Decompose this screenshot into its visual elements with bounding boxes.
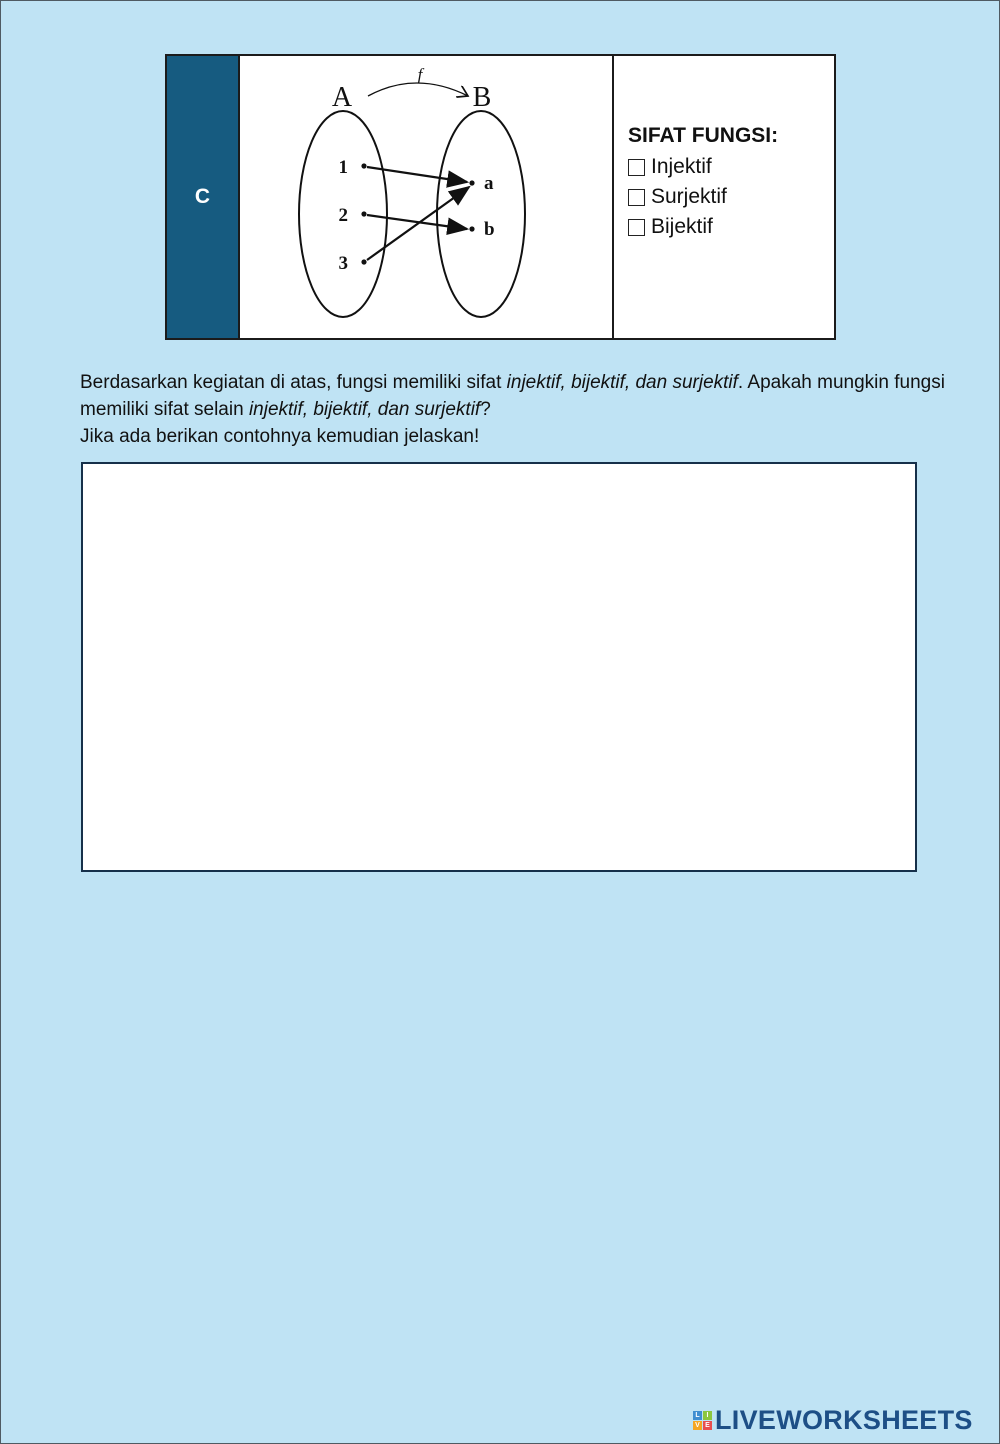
activity-card <box>165 54 836 340</box>
mapping-arrow-3-a <box>367 187 469 260</box>
card-label: C <box>167 56 240 338</box>
option-label: Surjektif <box>651 185 727 208</box>
mapping-arrow-2-b <box>367 215 467 229</box>
question-part: Berdasarkan kegiatan di atas, fungsi memiliki sifat <box>80 372 507 393</box>
function-label: f <box>417 65 423 84</box>
codomain-dot-b <box>469 226 474 231</box>
question-emphasis: injektif, bijektif, dan surjektif <box>506 372 738 393</box>
function-diagram-svg <box>240 56 612 338</box>
logo-mark-cell: L <box>693 1411 702 1420</box>
option-label: Injektif <box>651 155 712 178</box>
logo-mark-cell: V <box>693 1421 702 1430</box>
surjektif-checkbox[interactable] <box>628 189 645 206</box>
set-b-ellipse <box>437 111 525 317</box>
liveworksheets-logo[interactable] <box>693 1405 973 1436</box>
domain-dot-2 <box>361 211 366 216</box>
codomain-dot-a <box>469 180 474 185</box>
domain-label-3: 3 <box>338 253 348 274</box>
codomain-label-b: b <box>484 219 495 240</box>
logo-mark-cell: E <box>703 1421 712 1430</box>
codomain-label-a: a <box>484 173 494 194</box>
option-bijektif[interactable] <box>628 212 834 242</box>
options-title: SIFAT FUNGSI: <box>628 124 779 147</box>
option-injektif[interactable] <box>628 152 834 182</box>
logo-mark-icon <box>693 1411 712 1430</box>
option-label: Bijektif <box>651 215 713 238</box>
set-b-label: B <box>472 82 492 113</box>
option-surjektif[interactable] <box>628 182 834 212</box>
injektif-checkbox[interactable] <box>628 159 645 176</box>
function-diagram <box>240 56 614 338</box>
set-a-label: A <box>331 82 353 113</box>
bijektif-checkbox[interactable] <box>628 219 645 236</box>
domain-dot-3 <box>361 259 366 264</box>
domain-dot-1 <box>361 163 366 168</box>
function-properties <box>614 56 834 338</box>
logo-mark-cell: I <box>703 1411 712 1420</box>
question-part: . Apakah mungkin fungsi memiliki sifat selain <box>80 372 945 420</box>
domain-label-1: 1 <box>338 157 348 178</box>
function-arrow <box>368 83 468 96</box>
question-part: ? <box>480 399 491 420</box>
question-emphasis: injektif, bijektif, dan surjektif <box>248 399 481 420</box>
question-instruction: Jika ada berikan contohnya kemudian jelaskan! <box>80 426 480 447</box>
mapping-arrow-1-a <box>367 167 467 182</box>
answer-input[interactable] <box>81 462 917 872</box>
brand-name: LIVEWORKSHEETS <box>715 1405 973 1435</box>
domain-label-2: 2 <box>338 205 348 226</box>
question-text <box>80 369 960 450</box>
